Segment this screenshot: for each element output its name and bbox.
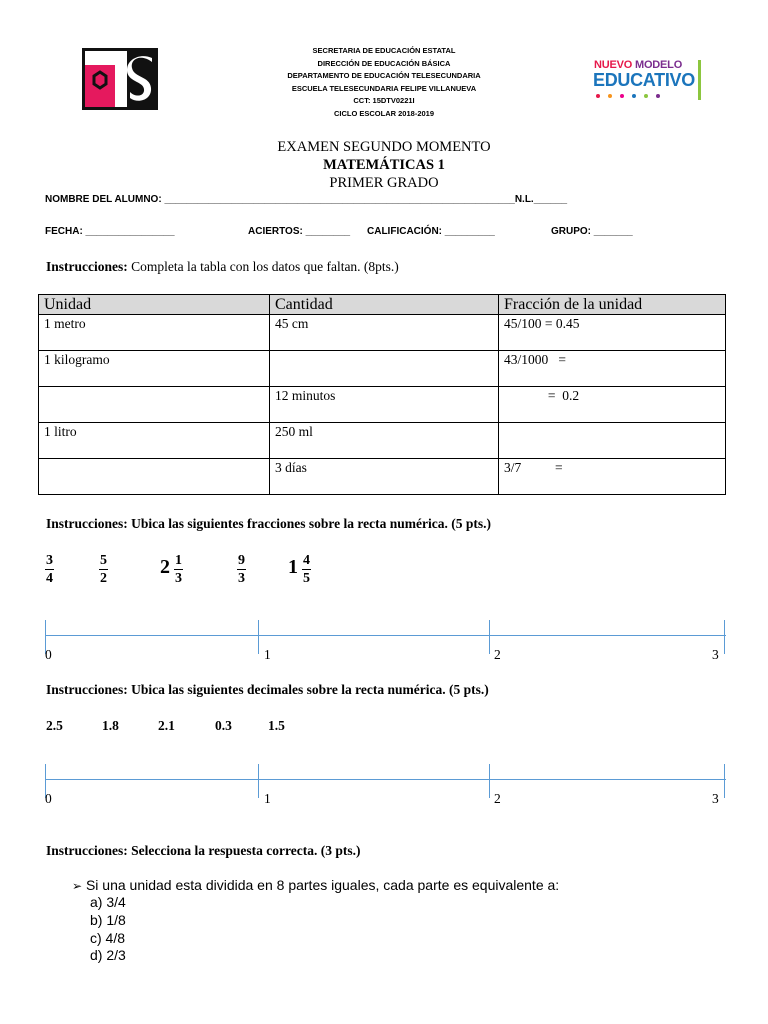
table-row xyxy=(39,423,726,459)
decimal-item: 1.8 xyxy=(102,718,119,733)
numerator: 1 xyxy=(175,553,182,568)
decimal-item: 0.3 xyxy=(215,718,232,733)
number-line-label: 0 xyxy=(45,647,52,662)
answer-option-b[interactable]: b) 1/8 xyxy=(90,912,126,928)
header-line: ESCUELA TELESECUNDARIA FELIPE VILLANUEVA xyxy=(291,83,477,93)
fraction-item xyxy=(288,552,311,587)
table-cell[interactable]: 43/1000 = xyxy=(499,351,726,387)
table-row xyxy=(39,459,726,495)
bullet-arrow-icon: ➢ xyxy=(72,879,83,893)
school-header xyxy=(260,45,508,120)
table-cell-blank[interactable] xyxy=(270,351,499,387)
number-line-label: 1 xyxy=(264,647,271,662)
numerator: 5 xyxy=(100,553,107,568)
student-name-field[interactable]: NOMBRE DEL ALUMNO: _______________________________________________________________N.L.______ xyxy=(45,194,568,205)
denominator: 5 xyxy=(303,571,310,586)
instruction-label: Instrucciones: xyxy=(46,259,128,274)
number-line-tick xyxy=(258,764,259,798)
whole-part: 2 xyxy=(160,556,170,579)
answer-option-a[interactable]: a) 3/4 xyxy=(90,894,126,910)
decimal-item: 1.5 xyxy=(268,718,285,733)
table-cell: 12 minutos xyxy=(270,387,499,423)
numerator: 3 xyxy=(46,553,53,568)
table-header-row xyxy=(39,295,726,315)
number-line-label: 3 xyxy=(712,791,719,806)
nuevo-modelo-educativo-logo: NUEVO MODELO EDUCATIVO xyxy=(590,58,705,104)
number-line-tick xyxy=(724,764,725,798)
whole-part: 1 xyxy=(288,556,298,579)
table-cell: 250 ml xyxy=(270,423,499,459)
header-line: CICLO ESCOLAR 2018-2019 xyxy=(333,108,435,118)
instruction-multiple-choice: Instrucciones: Selecciona la respuesta correcta. (3 pts.) xyxy=(46,843,361,858)
table-cell: 45/100 = 0.45 xyxy=(499,315,726,351)
instruction-text: Completa la tabla con los datos que faltan. (8pts.) xyxy=(127,259,399,274)
table-cell[interactable]: = 0.2 xyxy=(499,387,726,423)
number-line-tick xyxy=(724,620,725,654)
grupo-field[interactable]: GRUPO: _______ xyxy=(551,226,633,237)
fraction-item xyxy=(45,552,54,587)
column-header: Cantidad xyxy=(270,295,499,315)
table-cell: 45 cm xyxy=(270,315,499,351)
ts-logo xyxy=(82,48,158,110)
table-cell-blank[interactable] xyxy=(499,423,726,459)
table-cell[interactable]: 3/7 = xyxy=(499,459,726,495)
table-row xyxy=(39,315,726,351)
header-line: SECRETARIA DE EDUCACIÓN ESTATAL xyxy=(312,46,456,55)
answer-option-c[interactable]: c) 4/8 xyxy=(90,930,126,946)
table-cell: 1 kilogramo xyxy=(39,351,270,387)
fraction-item xyxy=(160,552,183,587)
header-line: DIRECCIÓN DE EDUCACIÓN BÁSICA xyxy=(317,58,451,68)
denominator: 4 xyxy=(46,571,53,586)
denominator: 3 xyxy=(175,571,182,586)
numerator: 9 xyxy=(238,553,245,568)
instruction-fractions: Instrucciones: Ubica las siguientes fracciones sobre la recta numérica. (5 pts.) xyxy=(46,516,491,531)
denominator: 2 xyxy=(100,571,107,586)
exam-title: EXAMEN SEGUNDO MOMENTO xyxy=(277,139,491,155)
answer-option-d[interactable]: d) 2/3 xyxy=(90,947,126,963)
date-field[interactable]: FECHA: ________________ xyxy=(45,226,175,237)
question-text: Si una unidad esta dividida en 8 partes iguales, cada parte es equivalente a: xyxy=(85,877,560,893)
table-row xyxy=(39,387,726,423)
calificacion-field[interactable]: CALIFICACIÓN: _________ xyxy=(367,226,495,237)
number-line-label: 0 xyxy=(45,791,52,806)
table-cell: 1 litro xyxy=(39,423,270,459)
table-cell: 1 metro xyxy=(39,315,270,351)
number-line-tick xyxy=(489,620,490,654)
number-line-tick xyxy=(489,764,490,798)
exam-grade: PRIMER GRADO xyxy=(329,175,439,191)
number-line-decimals[interactable] xyxy=(45,764,726,806)
header-line: CCT: 15DTV0221I xyxy=(353,96,415,105)
table-cell-blank[interactable] xyxy=(39,459,270,495)
decimal-item: 2.1 xyxy=(158,718,175,733)
number-line-axis xyxy=(45,779,726,780)
instruction-decimals: Instrucciones: Ubica las siguientes decimales sobre la recta numérica. (5 pts.) xyxy=(46,682,489,697)
aciertos-field[interactable]: ACIERTOS: ________ xyxy=(248,226,351,237)
question xyxy=(72,877,559,895)
number-line-label: 3 xyxy=(712,647,719,662)
number-line-label: 2 xyxy=(494,791,501,806)
number-line-fractions[interactable] xyxy=(45,620,726,662)
decimal-item: 2.5 xyxy=(46,718,63,733)
table-row xyxy=(39,351,726,387)
table-cell-blank[interactable] xyxy=(39,387,270,423)
number-line-axis xyxy=(45,635,726,636)
header-line: DEPARTAMENTO DE EDUCACIÓN TELESECUNDARIA xyxy=(287,71,481,80)
units-table xyxy=(38,294,726,495)
table-cell: 3 días xyxy=(270,459,499,495)
number-line-label: 2 xyxy=(494,647,501,662)
numerator: 4 xyxy=(303,553,310,568)
instruction-table xyxy=(46,259,399,275)
fraction-item xyxy=(99,552,108,587)
column-header: Fracción de la unidad xyxy=(499,295,726,315)
number-line-tick xyxy=(258,620,259,654)
exam-subject: MATEMÁTICAS 1 xyxy=(323,157,445,173)
number-line-label: 1 xyxy=(264,791,271,806)
column-header: Unidad xyxy=(39,295,270,315)
denominator: 3 xyxy=(238,571,245,586)
fraction-item xyxy=(237,552,246,587)
